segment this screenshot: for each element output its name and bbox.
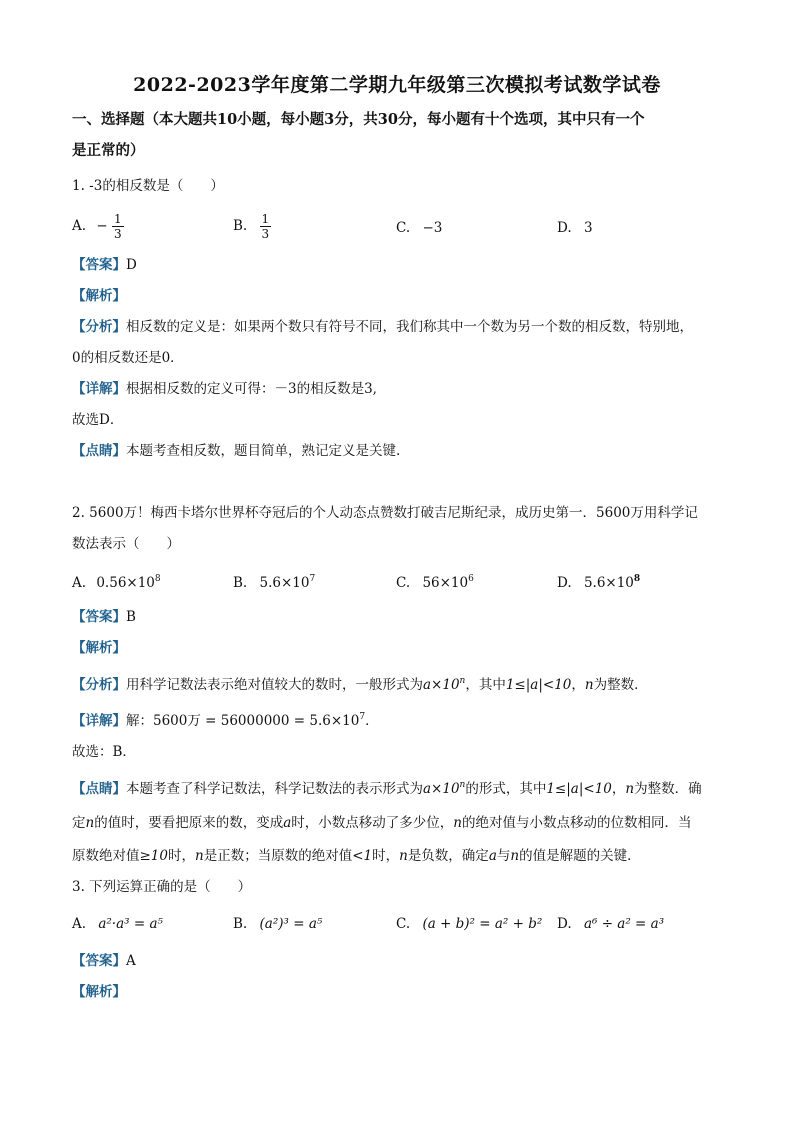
exponent: n [459, 780, 466, 790]
option-expression: (a + b)² = a² + b² [422, 916, 543, 932]
option-value: −3 [422, 220, 443, 236]
variable-n: n [584, 677, 594, 693]
exponent: 7 [309, 574, 316, 584]
dianjing-text: 的值是解题的关键． [519, 848, 641, 864]
variable-a: a [488, 848, 497, 864]
q3-stem: 3. 下列运算正确的是（ ） [72, 879, 252, 895]
q1-xiangjie [72, 378, 732, 400]
dianjing-text: 原数绝对值 [72, 848, 140, 864]
q1-fenxi [72, 316, 732, 338]
option-label: A. [72, 575, 87, 591]
sci-notation-form: a×10 [423, 781, 460, 797]
option-expression: (a²)³ = a⁵ [259, 916, 323, 932]
answer-value: D [126, 257, 137, 273]
exponent: 8 [154, 574, 161, 584]
option-label: C. [396, 220, 411, 236]
q3-option-b [233, 913, 322, 935]
variable-n: n [625, 781, 635, 797]
q1-conclusion: 故选D． [72, 412, 124, 428]
section-heading [72, 104, 732, 166]
option-label: A. [72, 916, 87, 932]
section-heading-line2: 是正常的） [72, 142, 145, 159]
option-value: 3 [583, 220, 593, 236]
exponent: n [459, 676, 466, 686]
q2-dianjing-line1 [72, 778, 732, 800]
q2-option-a [72, 572, 161, 594]
q2-answer [72, 606, 732, 628]
fenxi-label: 【分析】 [72, 319, 126, 335]
fenxi-text: 相反数的定义是：如果两个数只有符号不同，我们称其中一个数为另一个数的相反数，特别地， [126, 319, 693, 335]
option-label: A. [72, 218, 87, 234]
page-title: 2022-2023学年度第二学期九年级第三次模拟考试数学试卷 [133, 74, 661, 96]
q2-dianjing-line2 [72, 812, 732, 834]
condition: ≥10 [139, 848, 168, 864]
exponent: 7 [359, 712, 366, 722]
answer-value: B [126, 609, 136, 625]
q2-dianjing-line3 [72, 845, 732, 867]
option-label: B. [233, 218, 248, 234]
q2-option-c [396, 572, 474, 594]
q1-stem: 1. -3的相反数是（ ） [72, 178, 224, 194]
q1-option-b [233, 212, 271, 241]
answer-label: 【答案】 [72, 609, 126, 625]
variable-n: n [510, 848, 520, 864]
analysis-label: 【解析】 [72, 640, 126, 656]
option-expression: a²·a³ = a⁵ [98, 916, 163, 932]
option-value: 5.6×10 [583, 575, 634, 591]
dianjing-text: 本题考查了科学记数法，科学记数法的表示形式为 [126, 781, 423, 797]
dianjing-text: 时， [168, 848, 195, 864]
q1-option-d [557, 217, 593, 239]
q1-option-a [72, 212, 124, 241]
analysis-label: 【解析】 [72, 288, 126, 304]
q3-analysis-label [72, 981, 732, 1003]
fraction [112, 212, 124, 241]
variable-a: a [283, 815, 292, 831]
variable-n: n [399, 848, 408, 864]
q2-stem-line2: 数法表示（ ） [72, 536, 180, 552]
option-label: D. [557, 220, 572, 236]
option-value: 56×10 [422, 575, 469, 591]
q3-answer [72, 950, 732, 972]
dianjing-text: 是负数，确定 [407, 848, 489, 864]
denominator: 3 [261, 227, 270, 241]
dianjing-text: 的值时，要看把原来的数，变成 [94, 815, 284, 831]
dianjing-text: 的形式，其中 [465, 781, 547, 797]
dianjing-text: 时，小数点移动了多少位， [291, 815, 454, 831]
xiangjie-text: 根据相反数的定义可得：－3的相反数是3, [126, 381, 377, 397]
condition: 1≤|a|<10 [505, 677, 572, 693]
option-value: 0.56×10 [96, 575, 155, 591]
variable-n: n [195, 848, 204, 864]
sci-notation-form: a×10 [423, 677, 460, 693]
q3-option-d [557, 913, 664, 935]
q3-option-c [396, 913, 542, 935]
variable-n: n [453, 815, 462, 831]
xiangjie-text: = 56000000 = 5.6×10 [200, 713, 360, 729]
dianjing-text: 与 [496, 848, 511, 864]
fenxi-text: ， [571, 677, 585, 693]
dianjing-text: 本题考查相反数，题目简单，熟记定义是关键. [126, 443, 401, 459]
option-label: B. [233, 575, 248, 591]
q1-dianjing [72, 440, 732, 462]
q1-option-c [396, 217, 442, 239]
q1-answer [72, 254, 732, 276]
denominator: 3 [113, 227, 122, 241]
fraction [260, 212, 272, 241]
dianjing-text: 是正数；当原数的绝对值 [203, 848, 353, 864]
q1-analysis-label [72, 285, 732, 307]
q2-analysis-label [72, 637, 732, 659]
q3-option-a [72, 913, 163, 935]
dianjing-text: 时， [372, 848, 400, 864]
xiangjie-text: 解：5600万 [126, 713, 201, 729]
xiangjie-text: ． [365, 713, 379, 729]
option-label: B. [233, 916, 248, 932]
xiangjie-label: 【详解】 [72, 713, 126, 729]
dianjing-label: 【点睛】 [72, 781, 126, 797]
dianjing-text: 定 [72, 815, 86, 831]
fenxi-label: 【分析】 [72, 677, 126, 693]
q2-option-d [557, 572, 640, 594]
variable-n: n [85, 815, 95, 831]
analysis-label: 【解析】 [72, 984, 126, 1000]
minus-sign: − [96, 218, 108, 234]
option-label: D. [557, 575, 572, 591]
q2-xiangjie [72, 710, 732, 732]
numerator: 1 [113, 212, 122, 226]
section-heading-line1: 一、选择题（本大题共10小题，每小题3分，共30分，每小题有十个选项，其中只有一个 [72, 111, 645, 128]
answer-label: 【答案】 [72, 257, 126, 273]
fenxi-text: ，其中 [465, 677, 506, 693]
option-label: C. [396, 916, 411, 932]
q2-stem-line1: 2. 5600万！梅西卡塔尔世界杯夺冠后的个人动态点赞数打破吉尼斯纪录，成历史第一．5600万用科学记 [72, 505, 698, 521]
condition: <1 [352, 848, 373, 864]
exponent: 6 [468, 574, 474, 584]
option-label: D. [557, 916, 572, 932]
dianjing-text: ， [611, 781, 626, 797]
dianjing-text: 为整数．确 [634, 781, 702, 797]
q2-fenxi [72, 674, 732, 696]
numerator: 1 [261, 212, 270, 226]
exponent: 8 [633, 574, 641, 584]
condition: 1≤|a|<10 [546, 781, 612, 797]
answer-label: 【答案】 [72, 953, 126, 969]
dianjing-text: 的绝对值与小数点移动的位数相同．当 [461, 815, 692, 831]
xiangjie-label: 【详解】 [72, 381, 126, 397]
option-expression: a⁶ ÷ a² = a³ [583, 916, 665, 932]
q2-conclusion: 故选：B． [72, 744, 136, 760]
fenxi-text: 用科学记数法表示绝对值较大的数时，一般形式为 [126, 677, 423, 693]
fenxi-text: 为整数． [593, 677, 648, 693]
option-value: 5.6×10 [259, 575, 310, 591]
answer-value: A [126, 953, 136, 969]
q2-option-b [233, 572, 315, 594]
option-label: C. [396, 575, 411, 591]
q1-fenxi-line2: 0的相反数还是0． [72, 350, 184, 366]
dianjing-label: 【点睛】 [72, 443, 126, 459]
